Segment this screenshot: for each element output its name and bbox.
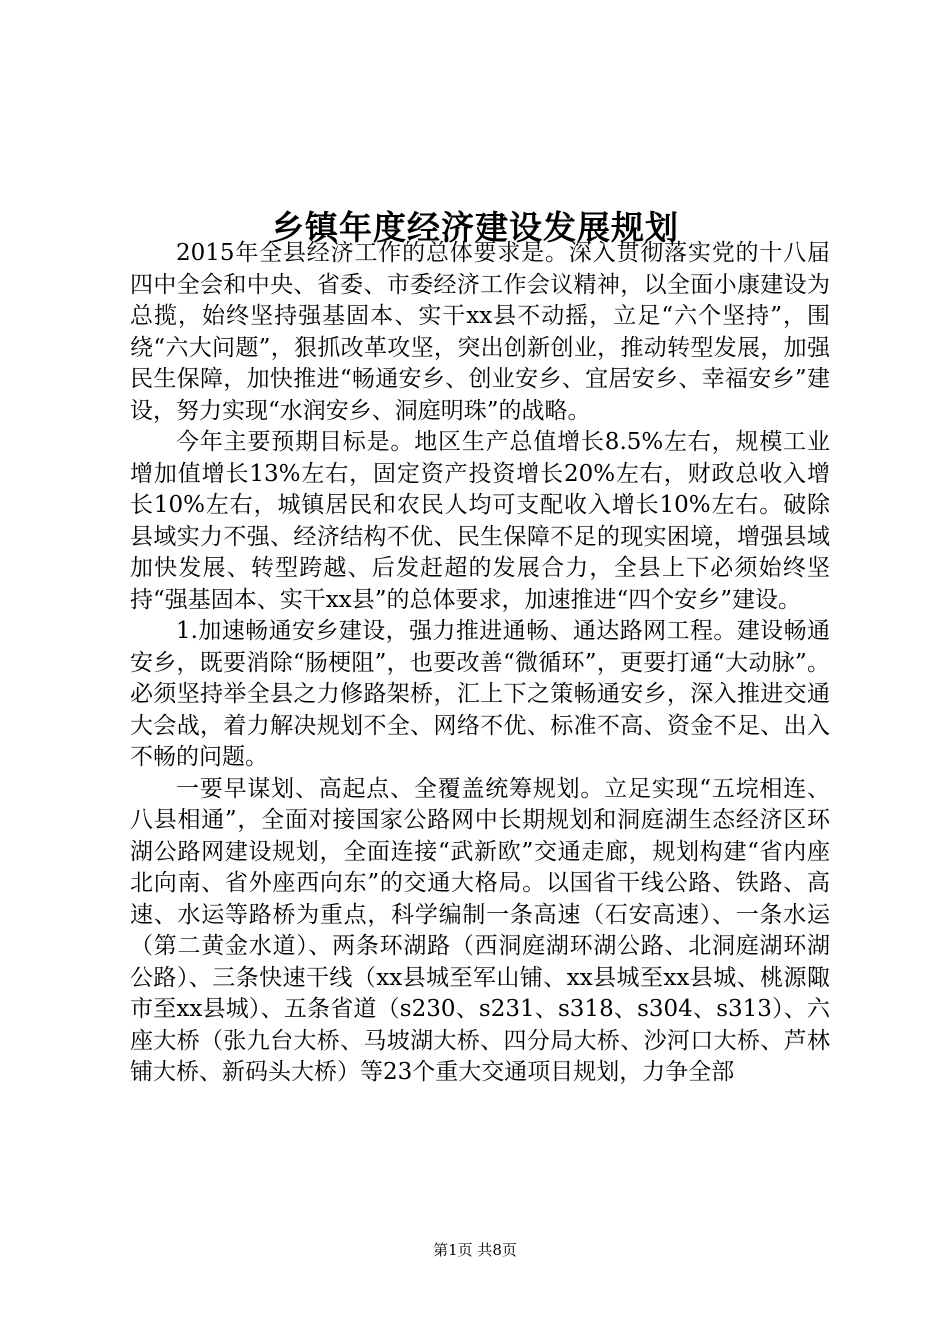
document-body [130,238,830,1089]
page-title: 乡镇年度经济建设发展规划 [271,208,679,248]
paragraph-overall-requirements: 2015年全县经济工作的总体要求是。深入贯彻落实党的十八届四中全会和中央、省委、市委经济工作会议精神，以全面小康建设为总揽，始终坚持强基固本、实干xx县不动摇，立足“六个坚持”，围绕“六大问题”，狠抓改革攻坚，突出创新创业，推动转型发展，加强民生保障，加快推进“畅通安乡、创业安乡、宜居安乡、幸福安乡”建设，努力实现“水润安乡、洞庭明珠”的战略。 [130,240,830,424]
paragraph-annual-targets: 今年主要预期目标是。地区生产总值增长8.5%左右，规模工业增加值增长13%左右，固定资产投资增长20%左右，财政总收入增长10%左右，城镇居民和农民人均可支配收入增长10%左右。破除县域实力不强、经济结构不优、民生保障不足的现实困境，增强县域加快发展、转型跨越、后发赶超的发展合力，全县上下必须始终坚持“强基固本、实干xx县”的总体要求，加速推进“四个安乡”建设。 [130,429,830,613]
paragraph-planning: 一要早谋划、高起点、全覆盖统筹规划。立足实现“五垸相连、八县相通”，全面对接国家公路网中长期规划和洞庭湖生态经济区环湖公路网建设规划，全面连接“武新欧”交通走廊，规划构建“省内座北向南、省外座西向东”的交通大格局。以国省干线公路、铁路、高速、水运等路桥为重点，科学编制一条高速（石安高速）、一条水运（第二黄金水道）、两条环湖路（西洞庭湖环湖公路、北洞庭湖环湖公路）、三条快速干线（xx县城至军山铺、xx县城至xx县城、桃源陬市至xx县城）、五条省道（s230、s231、s318、s304、s313）、六座大桥（张九台大桥、马坡湖大桥、四分局大桥、沙河口大桥、芦林铺大桥、新码头大桥）等23个重大交通项目规划，力争全部 [130,775,830,1085]
paragraph-transport-construction: 1.加速畅通安乡建设，强力推进通畅、通达路网工程。建设畅通安乡，既要消除“肠梗阻”，也要改善“微循环”，更要打通“大动脉”。必须坚持举全县之力修路架桥，汇上下之策畅通安乡，深入推进交通大会战，着力解决规划不全、网络不优、标准不高、资金不足、出入不畅的问题。 [130,618,830,770]
page-footer: 第1页 共8页 [433,1241,517,1259]
